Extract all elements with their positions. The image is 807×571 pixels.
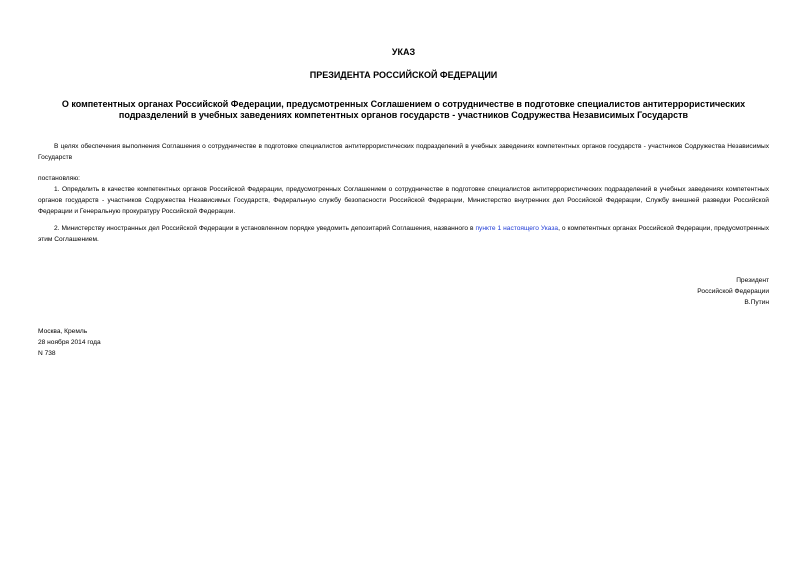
document-number: N 738 — [38, 350, 56, 357]
issuer-heading: ПРЕЗИДЕНТА РОССИЙСКОЙ ФЕДЕРАЦИИ — [309, 70, 498, 80]
place-date-block — [38, 326, 101, 359]
item-2-paragraph — [38, 223, 769, 245]
signature-name: В.Путин — [744, 299, 769, 306]
intro-paragraph: В целях обеспечения выполнения Соглашения о сотрудничестве в подготовке специалистов антитеррористических подразделений в учебных заведениях компетентных органов государств - участников Содружества Независимых Государств — [38, 143, 769, 161]
document-type-heading: УКАЗ — [391, 47, 416, 57]
item-2-text-before: 2. Министерству иностранных дел Российской Федерации в установленном порядке уведомить депозитарий Соглашения, названного в — [54, 225, 476, 232]
item-2-text-after: , о компетентных органах Российской Федерации, предусмотренных этим Соглашением. — [38, 225, 769, 243]
date-text: 28 ноября 2014 года — [38, 339, 101, 346]
place-text: Москва, Кремль — [38, 328, 88, 335]
signature-title: Президент — [736, 277, 769, 284]
item-1-reference-link[interactable]: пункте 1 настоящего Указа — [475, 225, 559, 232]
document-title: О компетентных органах Российской Федерации, предусмотренных Соглашением о сотрудничестве в подготовке специалистов антитеррористических подразделений в учебных заведениях компетентных органов государств - участников Содружества Независимых Государств — [61, 99, 746, 120]
signature-country: Российской Федерации — [697, 288, 769, 295]
signature-block — [697, 275, 769, 308]
postanovlyayu-paragraph: постановляю: — [38, 175, 81, 182]
item-1-paragraph: 1. Определить в качестве компетентных органов Российской Федерации, предусмотренных Соглашением о сотрудничестве в подготовке специалистов антитеррористических подразделений в учебных заведениях компетентных органов государств - участников Содружества Независимых Государств, Федеральную службу безопасности Российской Федерации, Министерство внутренних дел Российской Федерации, Службу внешней разведки Российской Федерации и Генеральную прокуратуру Российской Федерации. — [38, 186, 769, 215]
